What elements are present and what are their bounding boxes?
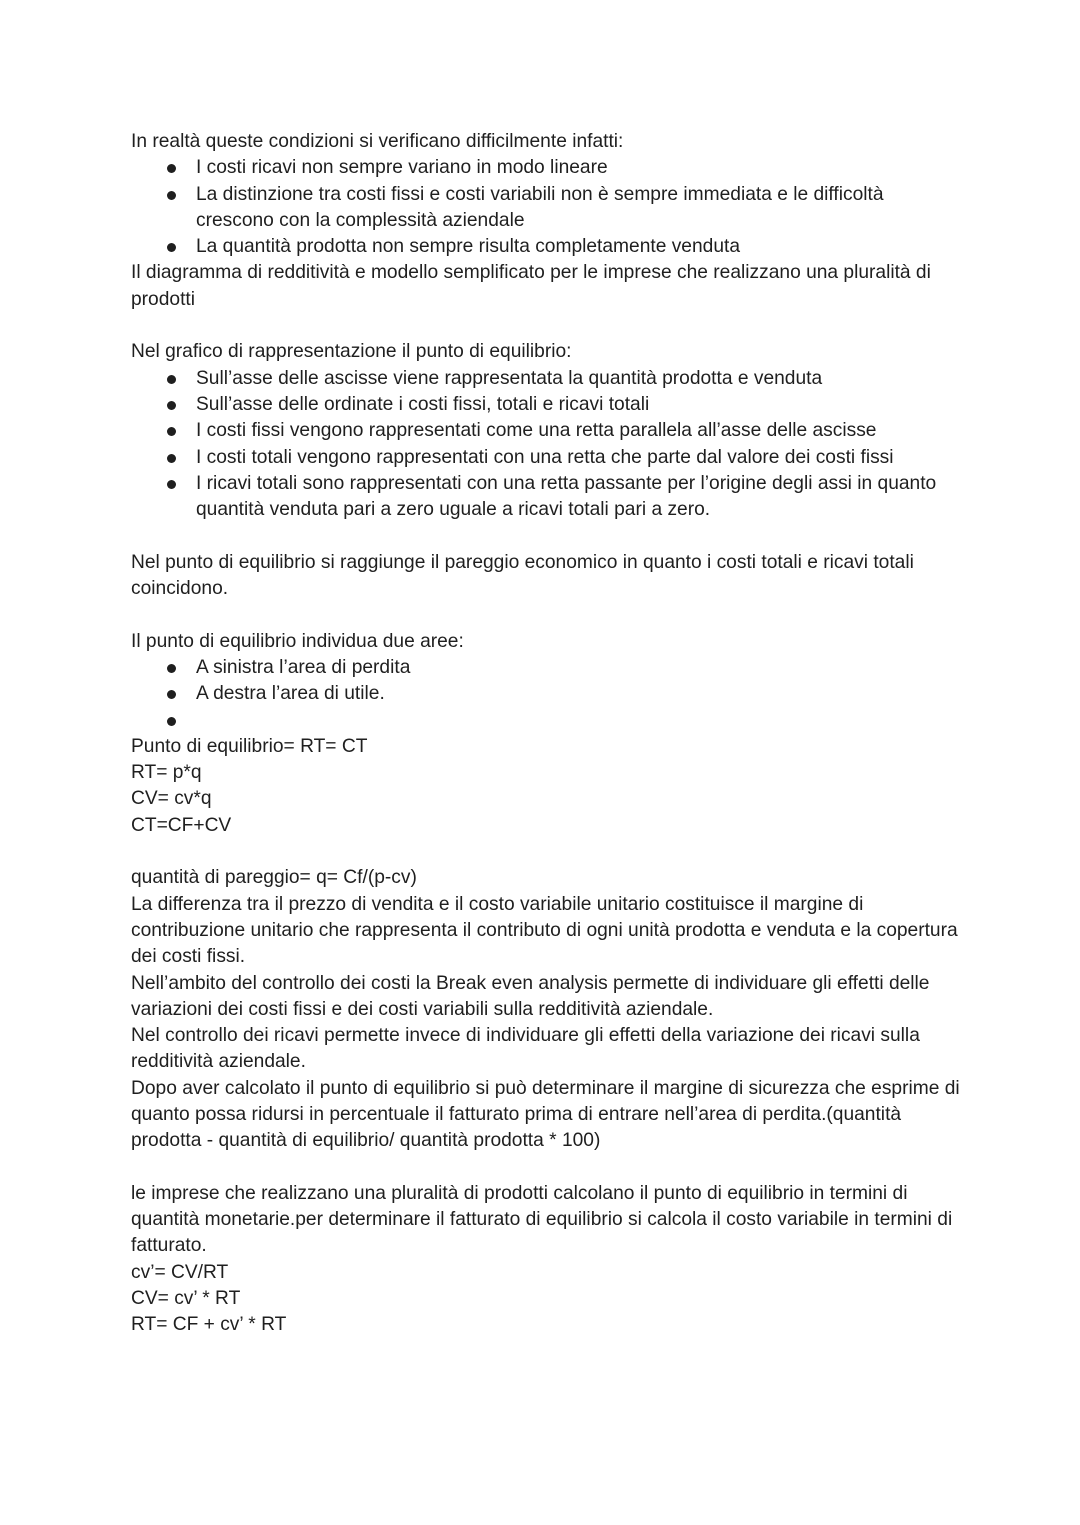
paragraph-revenue-control: Nel controllo dei ricavi permette invece di individuare gli effetti della variazione dei ricavi sulla redditività aziendale. (131, 1025, 920, 1073)
list-item (131, 366, 961, 392)
list-item (131, 655, 961, 681)
paragraph-multi-product: le imprese che realizzano una pluralità di prodotti calcolano il punto di equilibrio in termini di quantità monetarie.per determinare il fatturato di equilibrio si calcola il costo variabile in termini di fatturato. (131, 1182, 953, 1257)
document-body (131, 129, 961, 1339)
paragraph-contribution-margin: La differenza tra il prezzo di vendita e il costo variabile unitario costituisce il margine di contribuzione unitario che rappresenta il contributo di ogni unità prodotta e venduta e la copertura dei costi fissi. (131, 893, 958, 968)
bullet-icon (167, 480, 176, 489)
bullet-icon (167, 664, 176, 673)
bullet-icon (167, 401, 176, 410)
list-item-text: La quantità prodotta non sempre risulta completamente venduta (196, 236, 740, 258)
list-item (131, 445, 961, 471)
section2-bullet-list (131, 366, 961, 524)
section1-closing: Il diagramma di redditività e modello semplificato per le imprese che realizzano una pluralità di prodotti (131, 262, 931, 310)
list-item (131, 182, 961, 235)
list-item (131, 471, 961, 524)
list-item-text: I costi fissi vengono rappresentati come una retta parallela all’asse delle ascisse (196, 420, 877, 442)
list-item (131, 418, 961, 444)
section4-intro: Il punto di equilibrio individua due aree: (131, 630, 464, 652)
bullet-icon (167, 427, 176, 436)
list-item-text: Sull’asse delle ordinate i costi fissi, totali e ricavi totali (196, 393, 650, 415)
formula-equilibrium: Punto di equilibrio= RT= CT (131, 735, 368, 757)
section1-bullet-list (131, 155, 961, 260)
formula-cv: CV= cv*q (131, 788, 212, 810)
list-item-text: A destra l’area di utile. (196, 683, 385, 705)
formula-rt-equilibrium: RT= CF + cv’ * RT (131, 1314, 287, 1336)
bullet-icon (167, 191, 176, 200)
spacer (131, 523, 961, 549)
formula-break-even-quantity: quantità di pareggio= q= Cf/(p-cv) (131, 867, 417, 889)
bullet-icon (167, 717, 176, 726)
list-item (131, 155, 961, 181)
list-item (131, 234, 961, 260)
formula-ct: CT=CF+CV (131, 814, 232, 836)
list-item-text: I costi ricavi non sempre variano in modo lineare (196, 157, 608, 179)
formula-cv-ratio: cv’= CV/RT (131, 1261, 229, 1283)
section4-bullet-list (131, 655, 961, 734)
section1-intro: In realtà queste condizioni si verificano difficilmente infatti: (131, 131, 624, 152)
list-item-text: I costi totali vengono rappresentati con una retta che parte dal valore dei costi fissi (196, 446, 894, 468)
spacer (131, 313, 961, 339)
bullet-icon (167, 690, 176, 699)
bullet-icon (167, 243, 176, 252)
section3-text: Nel punto di equilibrio si raggiunge il pareggio economico in quanto i costi totali e ricavi totali coincidono. (131, 551, 914, 600)
bullet-icon (167, 375, 176, 384)
section2-intro: Nel grafico di rappresentazione il punto di equilibrio: (131, 341, 572, 363)
formula-rt: RT= p*q (131, 762, 202, 784)
list-item-text: I ricavi totali sono rappresentati con una retta passante per l’origine degli assi in quanto quantità venduta pari a zero uguale a ricavi totali pari a zero. (196, 472, 937, 521)
bullet-icon (167, 164, 176, 173)
spacer (131, 1155, 961, 1181)
empty-list-item (131, 708, 961, 734)
list-item-text: A sinistra l’area di perdita (196, 656, 411, 678)
paragraph-safety-margin: Dopo aver calcolato il punto di equilibrio si può determinare il margine di sicurezza che esprime di quanto possa ridursi in percentuale il fatturato prima di entrare nell’area di perdita.(quantità prodotta - quantità di equilibrio/ quantità prodotta * 100) (131, 1077, 960, 1152)
paragraph-cost-control: Nell’ambito del controllo dei costi la Break even analysis permette di individuare gli effetti delle variazioni dei costi fissi e dei costi variabili sulla redditività aziendale. (131, 972, 930, 1020)
list-item (131, 681, 961, 707)
list-item-text: Sull’asse delle ascisse viene rappresentata la quantità prodotta e venduta (196, 367, 823, 389)
bullet-icon (167, 454, 176, 463)
list-item (131, 392, 961, 418)
formula-cv-from-ratio: CV= cv’ * RT (131, 1288, 241, 1310)
spacer (131, 602, 961, 628)
list-item-text: La distinzione tra costi fissi e costi variabili non è sempre immediata e le difficoltà crescono con la complessità aziendale (196, 183, 884, 231)
spacer (131, 839, 961, 865)
